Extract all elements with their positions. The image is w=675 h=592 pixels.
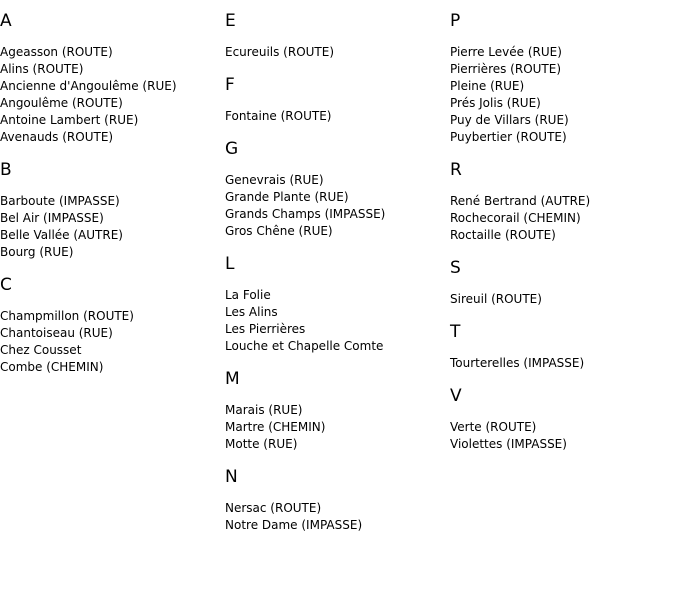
section-letter-heading: G	[225, 139, 239, 159]
section-letter-heading: S	[450, 258, 461, 278]
street-name: Marais (RUE)	[225, 403, 303, 417]
section-letter-heading: P	[450, 11, 461, 31]
letter-section	[225, 11, 445, 61]
street-name: Combe (CHEMIN)	[0, 360, 104, 374]
street-name: Belle Vallée (AUTRE)	[0, 228, 123, 242]
street-name: Genevrais (RUE)	[225, 173, 324, 187]
letter-section	[0, 11, 220, 146]
street-name: Sireuil (ROUTE)	[450, 292, 542, 306]
street-name: Les Pierrières	[225, 322, 306, 336]
street-name: Fontaine (ROUTE)	[225, 109, 332, 123]
street-name: Verte (ROUTE)	[450, 420, 537, 434]
street-name: Puybertier (ROUTE)	[450, 130, 567, 144]
street-name: Pleine (RUE)	[450, 79, 525, 93]
street-name: Grands Champs (IMPASSE)	[225, 207, 386, 221]
section-letter-heading: R	[450, 160, 462, 180]
street-name: Chez Cousset	[0, 343, 82, 357]
section-letter-heading: B	[0, 160, 12, 180]
letter-section	[225, 139, 445, 240]
street-name: La Folie	[225, 288, 271, 302]
section-letter-heading: A	[0, 11, 12, 31]
letter-section	[450, 160, 670, 244]
street-list	[225, 500, 445, 534]
street-list	[225, 172, 445, 240]
street-name: Alins (ROUTE)	[0, 62, 84, 76]
street-name: Pierre Levée (RUE)	[450, 45, 562, 59]
street-name: Prés Jolis (RUE)	[450, 96, 541, 110]
letter-section	[450, 386, 670, 453]
street-name: Ecureuils (ROUTE)	[225, 45, 335, 59]
section-letter-heading: N	[225, 467, 238, 487]
street-name: Avenauds (ROUTE)	[0, 130, 114, 144]
street-name: Bourg (RUE)	[0, 245, 74, 259]
street-name: Gros Chêne (RUE)	[225, 224, 333, 238]
street-name: Barboute (IMPASSE)	[0, 194, 120, 208]
letter-section	[225, 75, 445, 125]
street-list	[225, 108, 445, 125]
street-name: Louche et Chapelle Comte	[225, 339, 384, 353]
street-name: Tourterelles (IMPASSE)	[450, 356, 585, 370]
letter-section	[225, 467, 445, 534]
letter-section	[0, 275, 220, 376]
section-letter-heading: M	[225, 369, 240, 389]
street-name: René Bertrand (AUTRE)	[450, 194, 591, 208]
street-list	[450, 419, 670, 453]
street-name: Notre Dame (IMPASSE)	[225, 518, 363, 532]
section-letter-heading: V	[450, 386, 462, 406]
section-letter-heading: L	[225, 254, 235, 274]
street-name: Ageasson (ROUTE)	[0, 45, 113, 59]
letter-section	[450, 322, 670, 372]
street-column-1	[0, 11, 220, 390]
street-name: Nersac (ROUTE)	[225, 501, 322, 515]
street-name: Chantoiseau (RUE)	[0, 326, 113, 340]
street-name: Pierrières (ROUTE)	[450, 62, 562, 76]
street-name: Rochecorail (CHEMIN)	[450, 211, 581, 225]
street-list	[450, 355, 670, 372]
street-list	[0, 44, 220, 146]
street-list	[225, 44, 445, 61]
street-list	[450, 193, 670, 244]
street-name: Ancienne d'Angoulême (RUE)	[0, 79, 177, 93]
section-letter-heading: T	[450, 322, 461, 342]
street-column-3	[450, 11, 670, 467]
street-column-2	[225, 11, 445, 548]
street-name: Angoulême (ROUTE)	[0, 96, 123, 110]
street-name: Les Alins	[225, 305, 278, 319]
street-list	[0, 193, 220, 261]
street-name: Roctaille (ROUTE)	[450, 228, 556, 242]
street-list	[225, 402, 445, 453]
section-letter-heading: E	[225, 11, 236, 31]
letter-section	[450, 11, 670, 146]
letter-section	[450, 258, 670, 308]
street-name: Champmillon (ROUTE)	[0, 309, 134, 323]
street-name: Martre (CHEMIN)	[225, 420, 326, 434]
street-list	[0, 308, 220, 376]
street-name: Grande Plante (RUE)	[225, 190, 349, 204]
street-name: Violettes (IMPASSE)	[450, 437, 567, 451]
street-list	[450, 291, 670, 308]
street-name: Motte (RUE)	[225, 437, 298, 451]
street-list	[450, 44, 670, 146]
street-name: Puy de Villars (RUE)	[450, 113, 569, 127]
letter-section	[0, 160, 220, 261]
section-letter-heading: C	[0, 275, 12, 295]
section-letter-heading: F	[225, 75, 235, 95]
street-name: Antoine Lambert (RUE)	[0, 113, 139, 127]
letter-section	[225, 254, 445, 355]
street-name: Bel Air (IMPASSE)	[0, 211, 104, 225]
street-list	[225, 287, 445, 355]
letter-section	[225, 369, 445, 453]
